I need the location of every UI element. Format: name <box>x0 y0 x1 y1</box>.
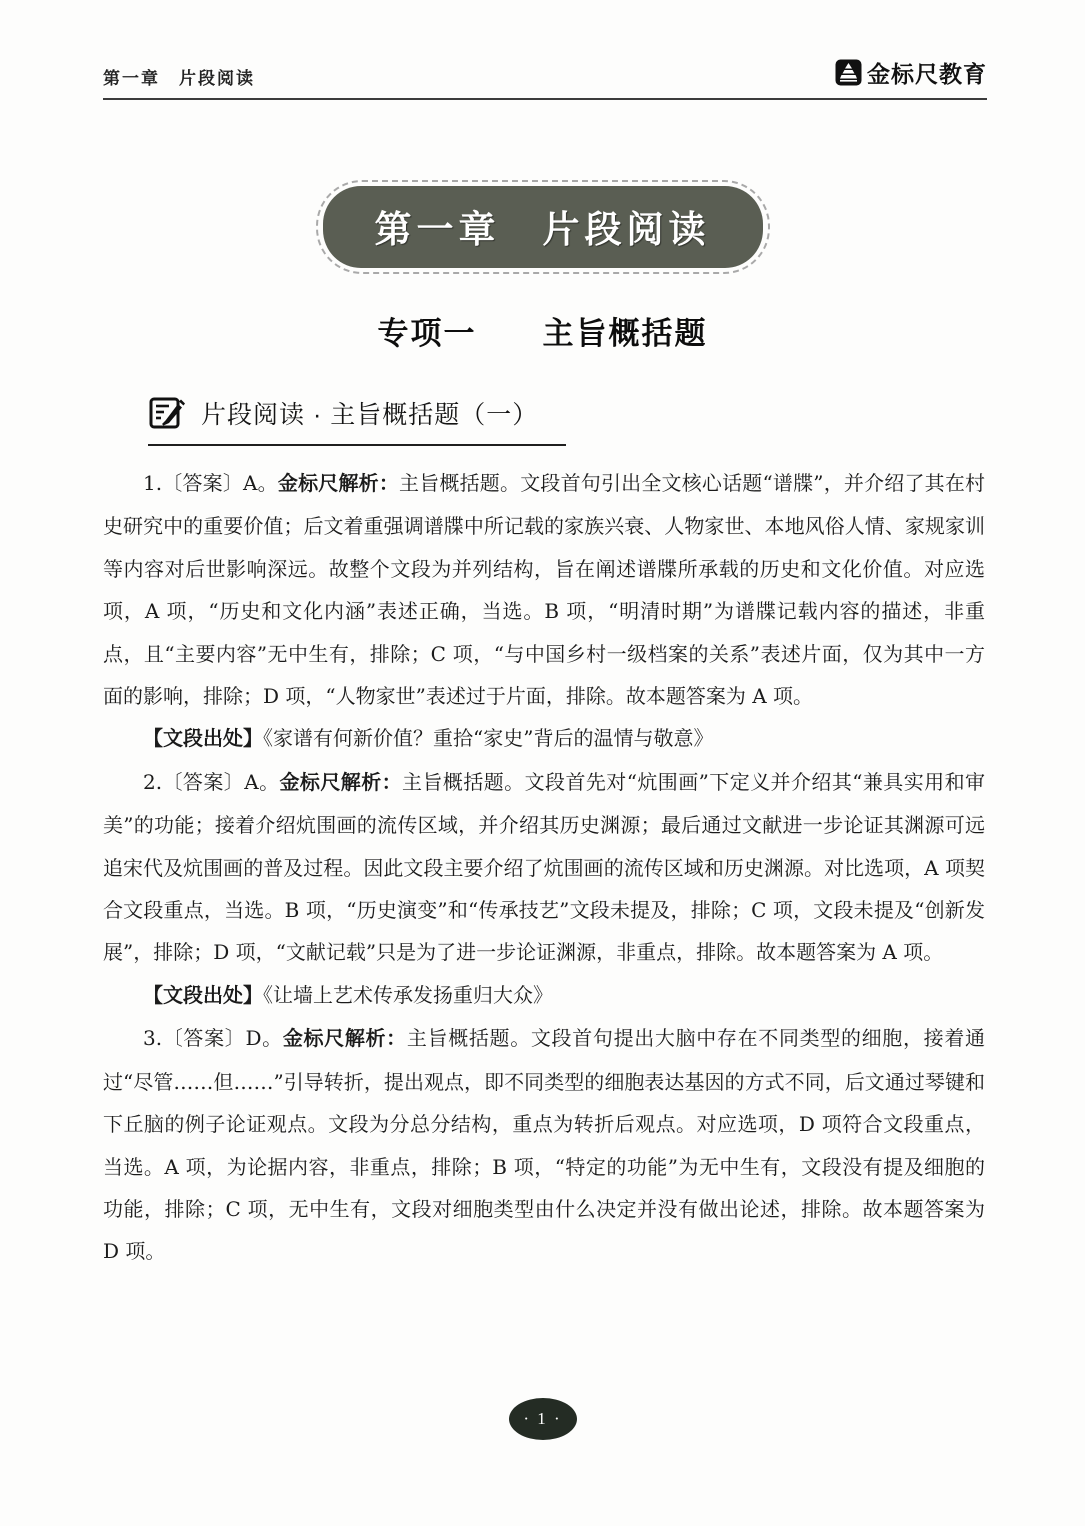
source-line-2 <box>103 974 985 1017</box>
source-title: 《家谱有何新价值？重拾“家史”背后的温情与敬意》 <box>263 726 714 751</box>
section-heading-text: 片段阅读 · 主旨概括题（一） <box>201 401 539 429</box>
answer-prefix: 3.〔答案〕D。 <box>143 1026 283 1051</box>
answer-prefix: 1.〔答案〕A。 <box>143 471 278 495</box>
question-type: 主旨概括题。 <box>406 1026 531 1051</box>
analysis-label: 金标尺解析： <box>282 1028 407 1051</box>
analysis-body: 文段首先对“炕围画”下定义并介绍其“兼具实用和审美”的功能；接着介绍炕围画的流传区域，并介绍其历史渊源；最后通过文献进一步论证其渊源可远追宋代及炕围画的普及过程。因此文段主要介绍了炕围画的流传区域和历史渊源。对比选项，A 项契合文段重点，当选。B 项，“历史演变”和“传承技艺”文段未提及，排除；C 项，文段未提及“创新发展”，排除；D 项，“文献记载”只是为了进一步论证渊源，非重点，排除。故本题答案为 A 项。 <box>103 769 986 965</box>
chapter-running-title: 第一章 片段阅读 <box>103 69 255 88</box>
chapter-banner-wrap <box>0 180 1085 274</box>
explanation-item-3 <box>103 1017 985 1272</box>
section-heading <box>148 394 566 446</box>
question-type: 主旨概括题。 <box>402 769 525 794</box>
source-label: 【文段出处】 <box>143 728 263 751</box>
analysis-label: 金标尺解析： <box>277 473 400 495</box>
analysis-label: 金标尺解析： <box>279 771 403 794</box>
pyramid-ruler-logo-icon <box>835 59 862 86</box>
explanation-item-2 <box>103 761 985 974</box>
question-type: 主旨概括题。 <box>399 471 521 495</box>
analysis-body: 文段首句引出全文核心话题“谱牒”，并介绍了其在村史研究中的重要价值；后文着重强调谱牒中所记载的家族兴衰、人物家世、本地风俗人情、家规家训等内容对后世影响深远。故整个文段为并列结构，旨在阐述谱牒所承载的历史和文化价值。对应选项，A 项，“历史和文化内涵”表述正确，当选。B 项，“明清时期”为谱牒记载内容的描述，非重点，且“主要内容”无中生有，排除；C 项，“与中国乡村一级档案的关系”表述片面，仅为其中一方面的影响，排除；D 项，“人物家世”表述过于片面，排除。故本题答案为 A 项。 <box>103 471 986 709</box>
chapter-banner-dashed-border <box>316 180 770 274</box>
memo-pen-icon <box>148 394 186 432</box>
analysis-body: 文段首句提出大脑中存在不同类型的细胞，接着通过“尽管……但……”引导转折，提出观点，即不同类型的细胞表达基因的方式不同，后文通过琴键和下丘脑的例子论证观点。文段为分总分结构，重点为转折后观点。对应选项，D 项符合文段重点，当选。A 项，为论据内容，非重点，排除；B 项，“特定的功能”为无中生有，文段没有提及细胞的功能，排除；C 项，无中生有，文段对细胞类型由什么决定并没有做出论述，排除。故本题答案为 D 项。 <box>103 1026 985 1264</box>
brand-name: 金标尺教育 <box>867 61 987 87</box>
answer-prefix: 2.〔答案〕A。 <box>143 769 280 794</box>
explanation-item-1 <box>103 462 985 717</box>
source-title: 《让墙上艺术传承发扬重归大众》 <box>263 982 553 1007</box>
running-header <box>103 56 987 100</box>
chapter-banner-title: 第一章 片段阅读 <box>323 186 763 268</box>
source-line-1 <box>103 717 985 760</box>
answer-explanations <box>103 462 985 1273</box>
page-number: · 1 · <box>523 1409 562 1428</box>
source-label: 【文段出处】 <box>143 984 263 1007</box>
brand-logo <box>835 56 987 89</box>
section-subtitle: 专项一 主旨概括题 <box>377 316 708 351</box>
page-number-badge <box>509 1398 577 1440</box>
